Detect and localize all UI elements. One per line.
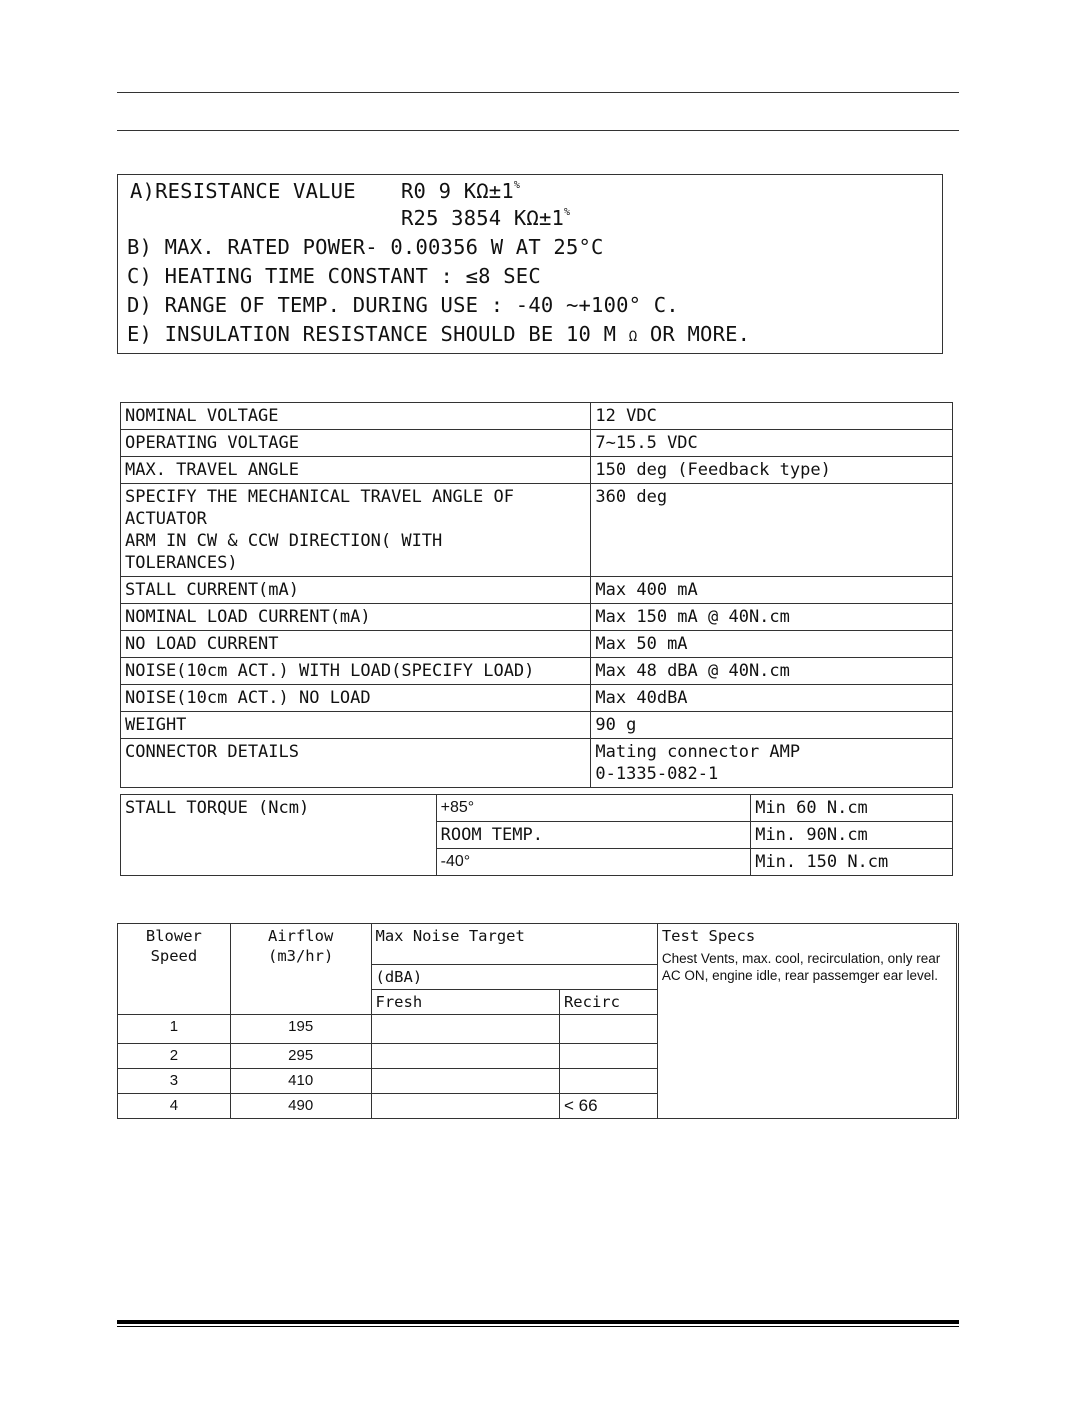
recirc-cell: < 66 bbox=[559, 1094, 657, 1119]
speed-cell: 1 bbox=[118, 1015, 231, 1044]
header-test-specs: Test Specs bbox=[661, 927, 756, 945]
table-row bbox=[121, 430, 953, 457]
param-cell: NOISE(10cm ACT.) NO LOAD bbox=[121, 685, 591, 712]
header-airflow: Airflow (m3/hr) bbox=[230, 924, 371, 1015]
spec-a-r25: R25 3854 KΩ±1% bbox=[401, 206, 571, 230]
param-cell: NOMINAL LOAD CURRENT(mA) bbox=[121, 604, 591, 631]
condition-cell: ROOM TEMP. bbox=[436, 822, 751, 849]
table-row bbox=[121, 403, 953, 430]
condition-cell: +85° bbox=[436, 795, 751, 822]
airflow-cell: 490 bbox=[230, 1094, 371, 1119]
fresh-cell bbox=[371, 1044, 559, 1069]
param-cell: NOISE(10cm ACT.) WITH LOAD(SPECIFY LOAD) bbox=[121, 658, 591, 685]
value-cell: 360 deg bbox=[591, 484, 953, 577]
recirc-cell bbox=[559, 1069, 657, 1094]
ohm-symbol: Ω bbox=[628, 329, 638, 345]
header-rule-top bbox=[117, 92, 959, 93]
table-row bbox=[121, 739, 953, 788]
value-cell: 7~15.5 VDC bbox=[591, 430, 953, 457]
value-cell: Max 400 mA bbox=[591, 577, 953, 604]
spec-e: E) INSULATION RESISTANCE SHOULD BE 10 M Ω OR MORE. bbox=[127, 322, 751, 346]
value-cell: Min. 150 N.cm bbox=[751, 849, 953, 876]
table-row bbox=[121, 604, 953, 631]
value-cell: Max 150 mA @ 40N.cm bbox=[591, 604, 953, 631]
airflow-cell: 410 bbox=[230, 1069, 371, 1094]
header-rule-bottom bbox=[117, 130, 959, 131]
stall-torque-table bbox=[120, 794, 953, 876]
table-row bbox=[121, 484, 953, 577]
recirc-cell bbox=[559, 1044, 657, 1069]
value-cell: Min. 90N.cm bbox=[751, 822, 953, 849]
value-cell: Max 48 dBA @ 40N.cm bbox=[591, 658, 953, 685]
header-max-noise: Max Noise Target bbox=[371, 924, 657, 965]
param-cell: NOMINAL VOLTAGE bbox=[121, 403, 591, 430]
param-cell: SPECIFY THE MECHANICAL TRAVEL ANGLE OF ACTUATOR ARM IN CW & CCW DIRECTION( WITH TOLERANCES) bbox=[121, 484, 591, 577]
spec-c: C) HEATING TIME CONSTANT : ≤8 SEC bbox=[127, 264, 541, 288]
table-header-row bbox=[118, 924, 958, 965]
value-cell: 150 deg (Feedback type) bbox=[591, 457, 953, 484]
percent-superscript: % bbox=[513, 180, 521, 191]
fresh-cell bbox=[371, 1069, 559, 1094]
table-row bbox=[121, 658, 953, 685]
spec-a-r0: R0 9 KΩ±1% bbox=[401, 179, 521, 203]
condition-cell: -40° bbox=[436, 849, 751, 876]
table-row bbox=[121, 457, 953, 484]
airflow-cell: 195 bbox=[230, 1015, 371, 1044]
header-blower-speed: Blower Speed bbox=[118, 924, 231, 1015]
speed-cell: 4 bbox=[118, 1094, 231, 1119]
table-row bbox=[121, 712, 953, 739]
recirc-cell bbox=[559, 1015, 657, 1044]
speed-cell: 3 bbox=[118, 1069, 231, 1094]
param-cell: STALL CURRENT(mA) bbox=[121, 577, 591, 604]
value-cell: Min 60 N.cm bbox=[751, 795, 953, 822]
value-cell: 90 g bbox=[591, 712, 953, 739]
table-row bbox=[121, 685, 953, 712]
percent-superscript: % bbox=[564, 207, 571, 218]
value-cell: Max 50 mA bbox=[591, 631, 953, 658]
blower-noise-table bbox=[117, 923, 959, 1119]
table-row bbox=[121, 577, 953, 604]
header-recirc: Recirc bbox=[559, 990, 657, 1015]
spec-b: B) MAX. RATED POWER- 0.00356 W AT 25°C bbox=[127, 235, 604, 259]
stall-torque-label: STALL TORQUE (Ncm) bbox=[121, 795, 437, 876]
spec-d: D) RANGE OF TEMP. DURING USE : -40 ~+100° C. bbox=[127, 293, 679, 317]
param-cell: OPERATING VOLTAGE bbox=[121, 430, 591, 457]
param-cell: CONNECTOR DETAILS bbox=[121, 739, 591, 788]
airflow-cell: 295 bbox=[230, 1044, 371, 1069]
test-specs-cell bbox=[657, 924, 957, 1119]
footer-rule-thick bbox=[117, 1320, 959, 1324]
table-row bbox=[121, 795, 953, 822]
param-cell: NO LOAD CURRENT bbox=[121, 631, 591, 658]
value-cell: 12 VDC bbox=[591, 403, 953, 430]
footer-rule-thin bbox=[117, 1326, 959, 1327]
param-cell: WEIGHT bbox=[121, 712, 591, 739]
table-row bbox=[121, 631, 953, 658]
value-cell: Mating connector AMP 0-1335-082-1 bbox=[591, 739, 953, 788]
fresh-cell bbox=[371, 1094, 559, 1119]
fresh-cell bbox=[371, 1015, 559, 1044]
param-cell: MAX. TRAVEL ANGLE bbox=[121, 457, 591, 484]
speed-cell: 2 bbox=[118, 1044, 231, 1069]
spec-a-label: A)RESISTANCE VALUE bbox=[130, 179, 356, 203]
value-cell: Max 40dBA bbox=[591, 685, 953, 712]
header-dba: (dBA) bbox=[371, 965, 657, 990]
test-specs-text: Chest Vents, max. cool, recirculation, only rear AC ON, engine idle, rear passemger ear level. bbox=[661, 951, 941, 983]
header-fresh: Fresh bbox=[371, 990, 559, 1015]
thermistor-spec-box bbox=[117, 174, 943, 354]
actuator-spec-table bbox=[120, 402, 953, 788]
